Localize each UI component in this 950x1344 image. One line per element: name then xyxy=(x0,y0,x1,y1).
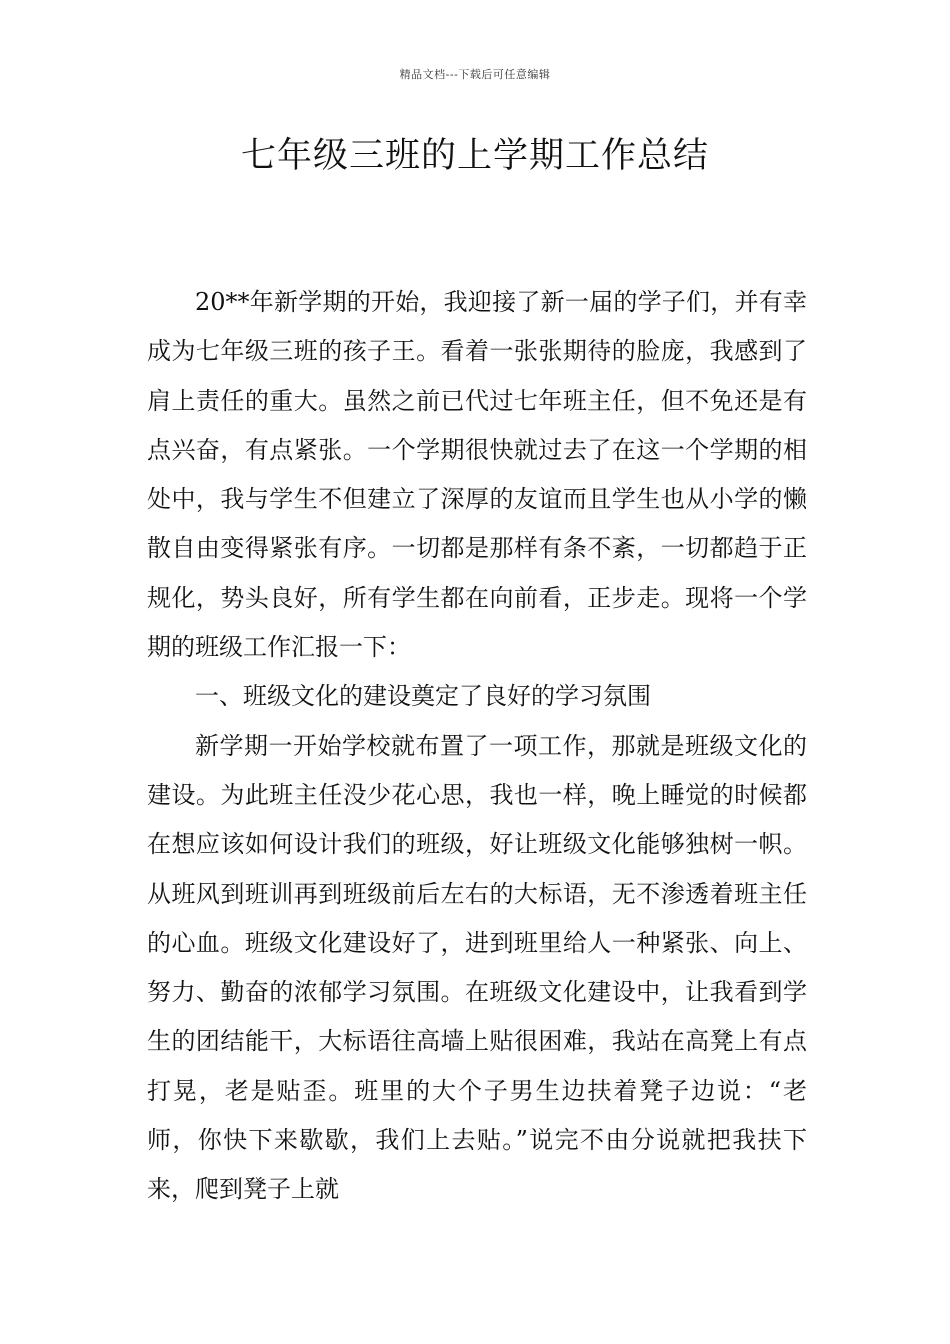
paragraph-class-culture: 新学期一开始学校就布置了一项工作，那就是班级文化的建设。为此班主任没少花心思，我也一样，晚上睡觉的时候都在想应该如何设计我们的班级，好让班级文化能够独树一帜。从班风到班训再到班级前后左右的大标语，无不渗透着班主任的心血。班级文化建设好了，进到班里给人一种紧张、向上、努力、勤奋的浓郁学习氛围。在班级文化建设中，让我看到学生的团结能干，大标语往高墙上贴很困难，我站在高凳上有点打晃，老是贴歪。班里的大个子男生边扶着凳子边说：“老师，你快下来歇歇，我们上去贴。”说完不由分说就把我扶下来，爬到凳子上就 xyxy=(147,731,807,1204)
paragraph-intro: 20**年新学期的开始，我迎接了新一届的学子们，并有幸成为七年级三班的孩子王。看着一张张期待的脸庞，我感到了肩上责任的重大。虽然之前已代过七年班主任，但不免还是有点兴奋，有点紧张。一个学期很快就过去了在这一个学期的相处中，我与学生不但建立了深厚的友谊而且学生也从小学的懒散自由变得紧张有序。一切都是那样有条不紊，一切都趋于正规化，势头良好，所有学生都在向前看，正步走。现将一个学期的班级工作汇报一下： xyxy=(147,288,807,662)
document-body xyxy=(147,278,807,1215)
header-note: 精品文档---下载后可任意编辑 xyxy=(399,68,551,81)
document-title: 七年级三班的上学期工作总结 xyxy=(240,136,709,176)
section-heading-1: 一、班级文化的建设奠定了良好的学习氛围 xyxy=(195,682,651,711)
